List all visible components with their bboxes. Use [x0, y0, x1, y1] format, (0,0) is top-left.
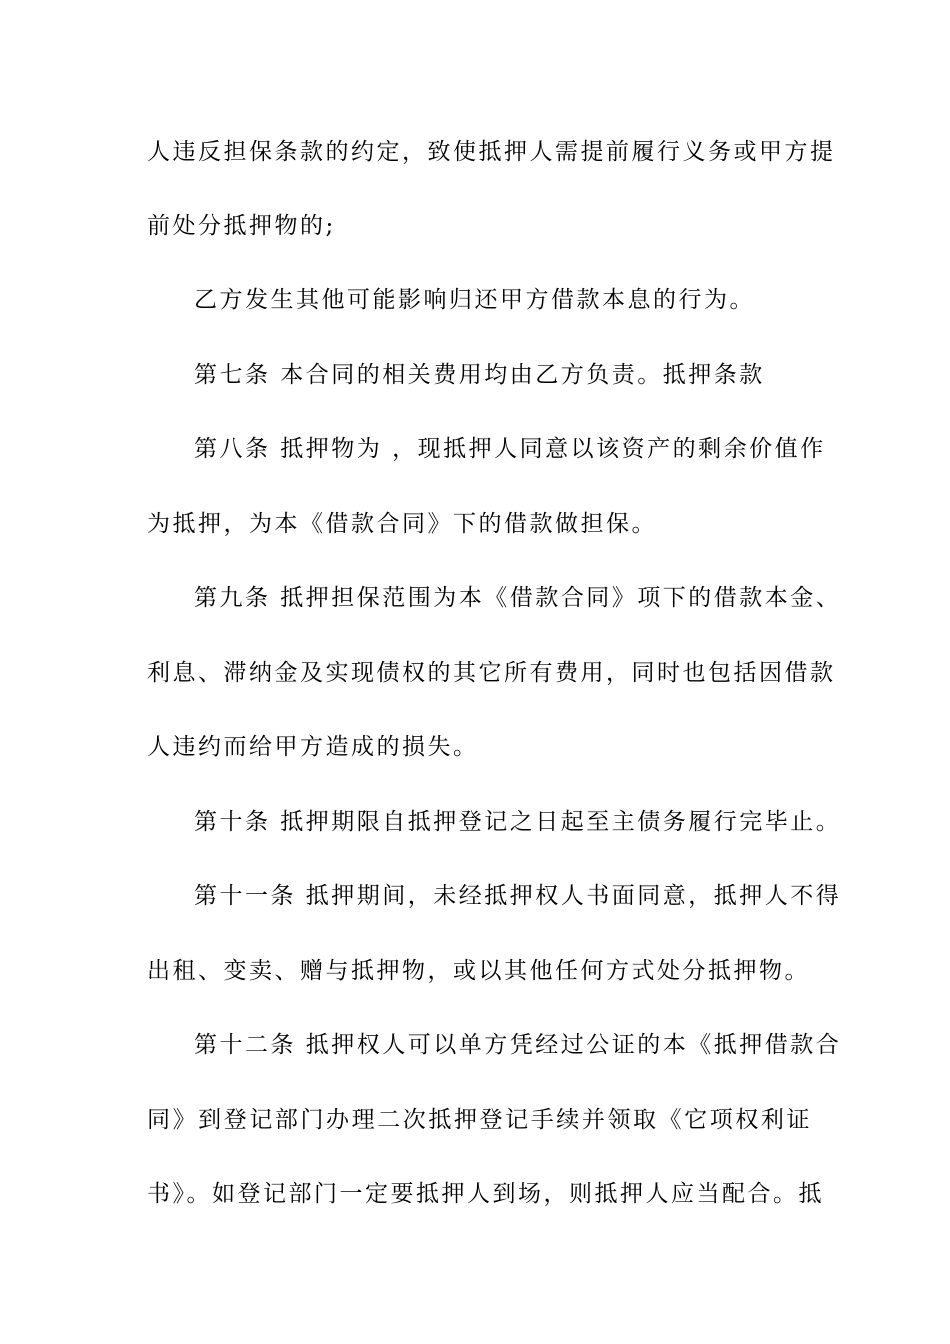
text-line: 第十一条 抵押期间，未经抵押权人书面同意，抵押人不得 [194, 883, 842, 909]
text-line: 第十条 抵押期限自抵押登记之日起至主债务履行完毕止。 [194, 809, 842, 835]
text-line: 书》。如登记部门一定要抵押人到场，则抵押人应当配合。抵 [147, 1181, 824, 1207]
text-line: 第十二条 抵押权人可以单方凭经过公证的本《抵押借款合 [194, 1032, 842, 1058]
text-line: 人违约而给甲方造成的损失。 [147, 734, 479, 760]
text-line: 为抵押，为本《借款合同》下的借款做担保。 [147, 511, 657, 537]
text-line: 第八条 抵押物为 ，现抵押人同意以该资产的剩余价值作 [194, 436, 826, 462]
text-line: 第九条 抵押担保范围为本《借款合同》项下的借款本金、 [194, 585, 842, 611]
text-line: 同》到登记部门办理二次抵押登记手续并领取《它项权利证 [147, 1107, 812, 1133]
text-line: 第七条 本合同的相关费用均由乙方负责。抵押条款 [194, 362, 765, 388]
text-line: 利息、滞纳金及实现债权的其它所有费用，同时也包括因借款 [147, 660, 836, 686]
text-line: 人违反担保条款的约定，致使抵押人需提前履行义务或甲方提 [147, 139, 836, 165]
text-line: 出租、变卖、赠与抵押物，或以其他任何方式处分抵押物。 [147, 958, 810, 984]
text-line: 乙方发生其他可能影响归还甲方借款本息的行为。 [194, 287, 755, 313]
text-line: 前处分抵押物的; [147, 213, 336, 239]
